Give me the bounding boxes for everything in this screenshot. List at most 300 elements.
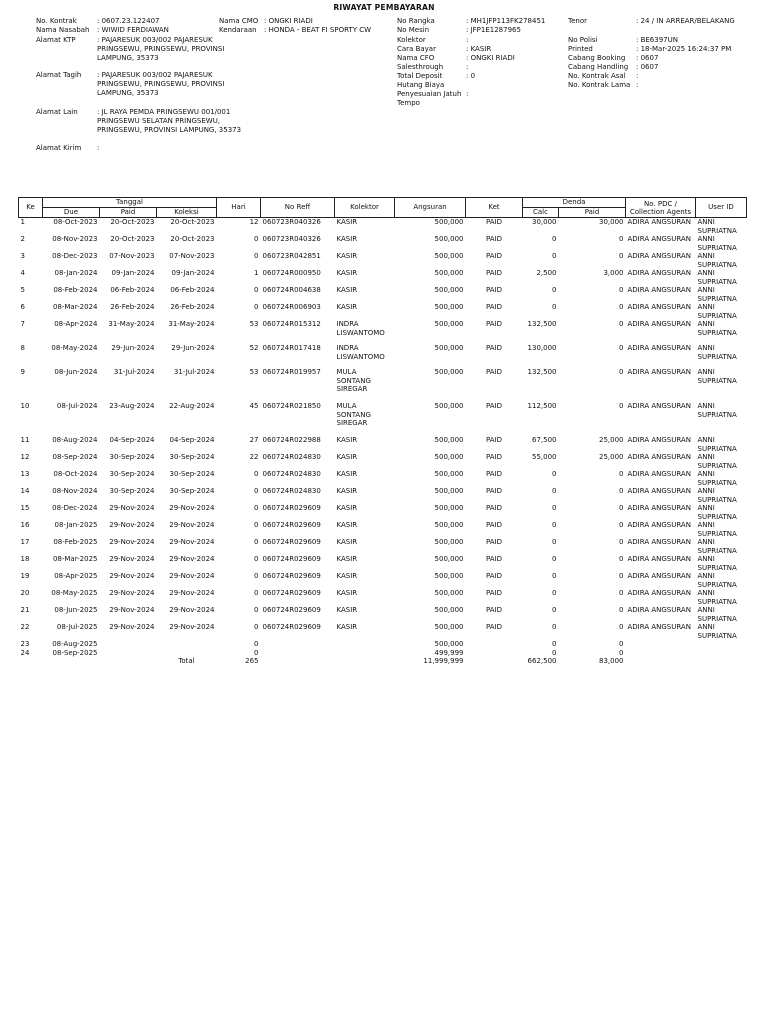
cell-user-id: ANNI SUPRIATNA xyxy=(697,487,737,504)
cell-no-reff: 060724R029609 xyxy=(262,606,321,614)
cell-due: 08-Feb-2024 xyxy=(53,286,98,294)
cell-kolektor: MULA SONTANG SIREGAR xyxy=(336,402,371,427)
no-mesin-label: No Mesin xyxy=(397,26,430,34)
cell-ket: PAID xyxy=(485,402,503,410)
cell-agent: ADIRA ANGSURAN xyxy=(627,538,691,546)
cell-paid: 20-Oct-2023 xyxy=(110,235,155,243)
cell-empty xyxy=(466,657,523,666)
cell-calc: 0 xyxy=(552,555,557,563)
cell-hari: 0 xyxy=(254,235,259,243)
cell-agent: ADIRA ANGSURAN xyxy=(627,623,691,631)
cell-koleksi: 29-Nov-2024 xyxy=(169,606,215,614)
cell-angsuran: 500,000 xyxy=(434,487,464,495)
cell-ket: PAID xyxy=(485,606,503,614)
cell-ket: PAID xyxy=(485,555,503,563)
cell-denda-paid: 0 xyxy=(619,368,624,376)
cell-calc: 30,000 xyxy=(532,218,557,226)
cell-calc: 0 xyxy=(552,286,557,294)
col-calc: Calc xyxy=(523,208,559,218)
cell-ke: 10 xyxy=(20,402,30,410)
cell-ke: 8 xyxy=(20,344,25,352)
table-row xyxy=(19,436,747,453)
alamat-ktp-label: Alamat KTP xyxy=(36,36,76,44)
cell-empty xyxy=(100,657,157,666)
cell-paid: 29-Nov-2024 xyxy=(109,521,155,529)
cell-angsuran: 500,000 xyxy=(434,470,464,478)
cell-user-id: ANNI SUPRIATNA xyxy=(697,504,737,521)
cell-user-id: ANNI SUPRIATNA xyxy=(697,453,737,470)
cell-no-reff xyxy=(261,640,335,649)
table-row xyxy=(19,555,747,572)
cell-calc: 0 xyxy=(552,235,557,243)
cell-ke: 17 xyxy=(20,538,30,546)
no-kontrak-lama-label: No. Kontrak Lama xyxy=(568,81,631,89)
cell-calc: 130,000 xyxy=(527,344,557,352)
cell-empty xyxy=(696,657,747,666)
table-row xyxy=(19,487,747,504)
cell-calc: 0 xyxy=(552,470,557,478)
cell-due: 08-May-2024 xyxy=(51,344,98,352)
cell-no-reff: 060724R021850 xyxy=(262,402,321,410)
no-kontrak-lama-value: : xyxy=(636,81,639,89)
cell-due: 08-Mar-2024 xyxy=(52,303,98,311)
cell-ket: PAID xyxy=(485,368,503,376)
cell-kolektor: KASIR xyxy=(336,252,358,260)
table-row xyxy=(19,320,747,344)
cell-paid: 29-Nov-2024 xyxy=(109,555,155,563)
cell-denda-paid: 0 xyxy=(619,286,624,294)
table-row xyxy=(19,504,747,521)
cell-hari: 0 xyxy=(254,252,259,260)
total-hari: 265 xyxy=(245,657,259,665)
cell-hari: 53 xyxy=(249,320,259,328)
cell-user-id: ANNI SUPRIATNA xyxy=(697,538,737,555)
col-hari: Hari xyxy=(217,198,261,218)
nama-nasabah-label: Nama Nasabah xyxy=(36,26,90,34)
cell-agent: ADIRA ANGSURAN xyxy=(627,235,691,243)
cell-due: 08-Aug-2025 xyxy=(52,640,98,648)
tenor-value: : 24 / IN ARREAR/BELAKANG xyxy=(636,17,735,25)
cell-ke: 12 xyxy=(20,453,30,461)
no-kontrak-label: No. Kontrak xyxy=(36,17,77,25)
cell-angsuran: 500,000 xyxy=(434,303,464,311)
nama-cfo-label: Nama CFO xyxy=(397,54,435,62)
cell-denda-paid: 0 xyxy=(619,640,624,648)
cell-ket: PAID xyxy=(485,252,503,260)
cell-koleksi: 29-Nov-2024 xyxy=(169,555,215,563)
cell-angsuran: 500,000 xyxy=(434,589,464,597)
cell-paid: 26-Feb-2024 xyxy=(110,303,155,311)
cell-agent xyxy=(626,649,696,658)
kendaraan-label: Kendaraan xyxy=(219,26,257,34)
cell-angsuran: 500,000 xyxy=(434,572,464,580)
cell-user-id: ANNI SUPRIATNA xyxy=(697,623,737,640)
cell-hari: 0 xyxy=(254,470,259,478)
cell-due: 08-Nov-2023 xyxy=(52,235,98,243)
cell-koleksi: 29-Nov-2024 xyxy=(169,623,215,631)
nama-cfo-value: : ONGKI RIADI xyxy=(466,54,515,62)
cell-agent: ADIRA ANGSURAN xyxy=(627,402,691,410)
cell-due: 08-Sep-2025 xyxy=(52,648,98,657)
cell-due: 08-Feb-2025 xyxy=(53,538,98,546)
cell-koleksi: 29-Jun-2024 xyxy=(171,344,215,352)
cell-no-reff: 060724R029609 xyxy=(262,589,321,597)
cell-denda-paid: 25,000 xyxy=(599,453,624,461)
table-row xyxy=(19,252,747,269)
cell-ket: PAID xyxy=(485,286,503,294)
cell-agent: ADIRA ANGSURAN xyxy=(627,453,691,461)
cell-empty xyxy=(19,657,43,666)
cell-empty xyxy=(626,657,696,666)
kolektor-label: Kolektor xyxy=(397,36,426,44)
cell-paid: 07-Nov-2023 xyxy=(109,252,155,260)
cell-no-reff: 060724R029609 xyxy=(262,555,321,563)
cell-denda-paid: 0 xyxy=(619,402,624,410)
cell-no-reff: 060724R029609 xyxy=(262,538,321,546)
cell-no-reff: 060723R040326 xyxy=(262,235,321,243)
cell-empty xyxy=(261,657,335,666)
cell-angsuran: 500,000 xyxy=(434,252,464,260)
cell-user-id: ANNI SUPRIATNA xyxy=(697,303,737,320)
cell-denda-paid: 0 xyxy=(619,252,624,260)
cara-bayar-value: : KASIR xyxy=(466,45,492,53)
hutang-biaya-label: Hutang Biaya Penyesuaian Jatuh Tempo xyxy=(397,81,462,107)
cell-due: 08-Aug-2024 xyxy=(52,436,98,444)
cell-ke: 16 xyxy=(20,521,30,529)
cell-denda-paid: 0 xyxy=(619,470,624,478)
cell-calc: 0 xyxy=(552,538,557,546)
cell-no-reff: 060724R024830 xyxy=(262,453,321,461)
cell-agent: ADIRA ANGSURAN xyxy=(627,320,691,328)
cell-no-reff: 060724R029609 xyxy=(262,504,321,512)
cell-calc: 0 xyxy=(552,640,557,648)
cell-no-reff: 060724R024830 xyxy=(262,487,321,495)
cell-due: 08-Dec-2024 xyxy=(52,504,98,512)
cell-no-reff: 060724R022988 xyxy=(262,436,321,444)
cell-calc: 67,500 xyxy=(532,436,557,444)
cell-agent: ADIRA ANGSURAN xyxy=(627,252,691,260)
cell-ke: 22 xyxy=(20,623,30,631)
cell-calc: 112,500 xyxy=(527,402,557,410)
alamat-tagih-value: : PAJARESUK 003/002 PAJARESUK PRINGSEWU, PRINGSEWU, PROVINSI LAMPUNG, 35373 xyxy=(97,71,225,97)
cell-ket: PAID xyxy=(485,589,503,597)
total-deposit-value: : 0 xyxy=(466,72,476,80)
printed-label: Printed xyxy=(568,45,593,53)
cell-ket: PAID xyxy=(485,470,503,478)
cell-hari: 0 xyxy=(254,286,259,294)
cell-kolektor: KASIR xyxy=(336,218,358,226)
cell-ket xyxy=(466,640,523,649)
cabang-handling-value: : 0607 xyxy=(636,63,659,71)
cell-ke: 20 xyxy=(20,589,30,597)
cell-due: 08-Dec-2023 xyxy=(52,252,98,260)
cell-paid: 23-Aug-2024 xyxy=(109,402,155,410)
cell-kolektor: KASIR xyxy=(336,589,358,597)
cell-ket: PAID xyxy=(485,538,503,546)
cell-koleksi: 06-Feb-2024 xyxy=(170,286,215,294)
cell-angsuran: 500,000 xyxy=(434,286,464,294)
table-row xyxy=(19,649,747,658)
nama-nasabah-value: : WIWID FERDIAWAN xyxy=(97,26,169,34)
cell-hari: 0 xyxy=(254,303,259,311)
cell-angsuran: 500,000 xyxy=(434,453,464,461)
cell-ke: 6 xyxy=(20,303,25,311)
cell-ket: PAID xyxy=(485,487,503,495)
cell-paid: 20-Oct-2023 xyxy=(110,218,155,226)
cell-koleksi: 07-Nov-2023 xyxy=(169,252,215,260)
cell-hari: 0 xyxy=(254,572,259,580)
cell-ke: 4 xyxy=(20,269,25,277)
cell-ket: PAID xyxy=(485,623,503,631)
col-kolektor: Kolektor xyxy=(335,198,395,218)
cell-user-id: ANNI SUPRIATNA xyxy=(697,606,737,623)
cell-hari: 12 xyxy=(249,218,259,226)
cell-denda-paid: 0 xyxy=(619,344,624,352)
cell-kolektor: KASIR xyxy=(336,538,358,546)
cell-user-id: ANNI SUPRIATNA xyxy=(697,269,737,286)
cell-ke: 15 xyxy=(20,504,30,512)
cell-agent: ADIRA ANGSURAN xyxy=(627,487,691,495)
cell-kolektor: KASIR xyxy=(336,470,358,478)
cell-paid: 30-Sep-2024 xyxy=(109,470,155,478)
col-ke: Ke xyxy=(19,198,43,218)
cell-ket: PAID xyxy=(485,504,503,512)
col-denda: Denda xyxy=(523,198,626,208)
cell-due: 08-Oct-2023 xyxy=(53,218,98,226)
table-row xyxy=(19,589,747,606)
cell-kolektor: KASIR xyxy=(336,606,358,614)
cell-no-reff: 060723R042851 xyxy=(262,252,321,260)
cell-user-id: ANNI SUPRIATNA xyxy=(697,470,737,487)
no-kontrak-value: : 0607.23.122407 xyxy=(97,17,160,25)
cell-ke: 7 xyxy=(20,320,25,328)
cell-koleksi: 22-Aug-2024 xyxy=(169,402,215,410)
cell-denda-paid: 0 xyxy=(619,572,624,580)
cell-koleksi xyxy=(157,640,217,649)
cell-calc: 132,500 xyxy=(527,320,557,328)
total-denda-paid: 83,000 xyxy=(599,657,624,665)
cell-no-reff: 060724R029609 xyxy=(262,623,321,631)
total-calc: 662,500 xyxy=(527,657,557,665)
payment-history-table xyxy=(18,197,747,666)
cell-paid: 29-Nov-2024 xyxy=(109,589,155,597)
cell-kolektor: KASIR xyxy=(336,572,358,580)
cell-denda-paid: 0 xyxy=(619,235,624,243)
cell-paid: 29-Jun-2024 xyxy=(111,344,155,352)
table-row xyxy=(19,606,747,623)
cell-kolektor: KASIR xyxy=(336,453,358,461)
cell-no-reff: 060724R015312 xyxy=(262,320,321,328)
cell-ke: 9 xyxy=(20,368,25,376)
cell-ke: 13 xyxy=(20,470,30,478)
cell-user-id: ANNI SUPRIATNA xyxy=(697,521,737,538)
cell-kolektor: KASIR xyxy=(336,555,358,563)
cell-koleksi: 20-Oct-2023 xyxy=(170,235,215,243)
cell-kolektor xyxy=(335,640,395,649)
cell-denda-paid: 0 xyxy=(619,623,624,631)
page-title: RIWAYAT PEMBAYARAN xyxy=(333,3,435,12)
cell-agent: ADIRA ANGSURAN xyxy=(627,286,691,294)
cell-kolektor: INDRA LISWANTOMO xyxy=(336,320,385,337)
cell-paid: 09-Jan-2024 xyxy=(111,269,155,277)
cell-hari: 0 xyxy=(254,589,259,597)
cell-hari: 0 xyxy=(254,487,259,495)
cell-calc: 0 xyxy=(552,606,557,614)
no-polisi-value: : BE6397UN xyxy=(636,36,678,44)
table-row xyxy=(19,640,747,649)
cell-denda-paid: 30,000 xyxy=(599,218,624,226)
total-angsuran: 11,999,999 xyxy=(423,657,464,665)
cell-no-reff: 060724R024830 xyxy=(262,470,321,478)
cell-ket xyxy=(466,649,523,658)
cell-ke: 3 xyxy=(20,252,25,260)
cell-denda-paid: 0 xyxy=(619,555,624,563)
cell-koleksi: 30-Sep-2024 xyxy=(169,453,215,461)
cell-calc: 55,000 xyxy=(532,453,557,461)
cell-ke: 2 xyxy=(20,235,25,243)
table-row xyxy=(19,572,747,589)
cell-paid: 04-Sep-2024 xyxy=(109,436,155,444)
col-angsuran: Angsuran xyxy=(395,198,466,218)
cell-due: 08-Mar-2025 xyxy=(52,555,98,563)
cell-hari: 52 xyxy=(249,344,259,352)
cell-hari: 27 xyxy=(249,436,259,444)
cell-koleksi: 09-Jan-2024 xyxy=(171,269,215,277)
cell-koleksi: 26-Feb-2024 xyxy=(170,303,215,311)
cell-due: 08-Nov-2024 xyxy=(52,487,98,495)
table-row xyxy=(19,453,747,470)
cell-user-id: ANNI SUPRIATNA xyxy=(697,572,737,589)
cell-hari: 0 xyxy=(254,555,259,563)
cell-due: 08-Jun-2024 xyxy=(54,368,98,376)
table-row xyxy=(19,538,747,555)
cell-no-reff: 060724R006903 xyxy=(262,303,321,311)
cabang-handling-label: Cabang Handling xyxy=(568,63,629,71)
cell-due: 08-May-2025 xyxy=(51,589,98,597)
cell-kolektor: KASIR xyxy=(336,303,358,311)
cell-hari: 1 xyxy=(254,269,259,277)
no-kontrak-asal-label: No. Kontrak Asal xyxy=(568,72,626,80)
cell-koleksi: 29-Nov-2024 xyxy=(169,572,215,580)
cell-angsuran: 500,000 xyxy=(434,504,464,512)
cell-calc: 0 xyxy=(552,303,557,311)
cell-denda-paid: 0 xyxy=(619,606,624,614)
cell-angsuran: 500,000 xyxy=(434,320,464,328)
cell-agent: ADIRA ANGSURAN xyxy=(627,368,691,376)
cell-koleksi: 30-Sep-2024 xyxy=(169,487,215,495)
cell-denda-paid: 25,000 xyxy=(599,436,624,444)
cell-angsuran: 500,000 xyxy=(434,606,464,614)
cell-agent: ADIRA ANGSURAN xyxy=(627,269,691,277)
alamat-tagih-label: Alamat Tagih xyxy=(36,71,82,79)
cell-no-reff: 060724R029609 xyxy=(262,521,321,529)
cell-angsuran: 500,000 xyxy=(434,521,464,529)
table-row xyxy=(19,303,747,320)
table-row xyxy=(19,470,747,487)
cell-user-id xyxy=(696,640,747,649)
cell-due: 08-Apr-2025 xyxy=(54,572,98,580)
printed-value: : 18-Mar-2025 16:24:37 PM xyxy=(636,45,732,53)
cell-user-id: ANNI SUPRIATNA xyxy=(697,344,737,361)
cell-due: 08-Jan-2024 xyxy=(54,269,98,277)
salesthrough-label: Salesthrough xyxy=(397,63,444,71)
alamat-lain-value: : JL RAYA PEMDA PRINGSEWU 001/001 PRINGSEWU SELATAN PRINGSEWU, PRINGSEWU, PROVINSI LAMPUNG, 35373 xyxy=(97,108,242,134)
cell-no-reff: 060723R040326 xyxy=(262,218,321,226)
cell-kolektor: KASIR xyxy=(336,235,358,243)
cell-kolektor: KASIR xyxy=(336,487,358,495)
cell-denda-paid: 0 xyxy=(619,521,624,529)
cell-calc: 0 xyxy=(552,589,557,597)
no-rangka-label: No Rangka xyxy=(397,17,435,25)
cell-ket: PAID xyxy=(485,235,503,243)
cell-kolektor: MULA SONTANG SIREGAR xyxy=(336,368,371,393)
col-no-reff: No Reff xyxy=(261,198,335,218)
alamat-kirim-value: : xyxy=(97,144,100,152)
cell-no-reff: 060724R019957 xyxy=(262,368,321,376)
cell-paid: 31-Jul-2024 xyxy=(113,368,155,376)
cell-kolektor: INDRA LISWANTOMO xyxy=(336,344,385,361)
cell-due: 08-Jun-2025 xyxy=(54,606,98,614)
cell-ket: PAID xyxy=(485,572,503,580)
cell-calc: 0 xyxy=(552,648,557,657)
cell-due: 08-Jan-2025 xyxy=(54,521,98,529)
nama-cmo-label: Nama CMO xyxy=(219,17,259,25)
cell-user-id: ANNI SUPRIATNA xyxy=(697,368,737,385)
no-polisi-label: No Polisi xyxy=(568,36,598,44)
cell-paid: 29-Nov-2024 xyxy=(109,538,155,546)
cell-user-id: ANNI SUPRIATNA xyxy=(697,589,737,606)
cell-paid: 29-Nov-2024 xyxy=(109,623,155,631)
cell-denda-paid: 0 xyxy=(619,303,624,311)
cell-empty xyxy=(335,657,395,666)
total-row xyxy=(19,657,747,666)
cell-kolektor: KASIR xyxy=(336,269,358,277)
cell-agent: ADIRA ANGSURAN xyxy=(627,555,691,563)
cell-ke: 24 xyxy=(20,648,30,657)
cell-user-id: ANNI SUPRIATNA xyxy=(697,555,737,572)
cell-koleksi: 31-Jul-2024 xyxy=(173,368,215,376)
no-rangka-value: : MH1JFP113FK278451 xyxy=(466,17,546,25)
cell-paid: 06-Feb-2024 xyxy=(110,286,155,294)
cell-angsuran: 500,000 xyxy=(434,235,464,243)
cell-ket: PAID xyxy=(485,453,503,461)
kolektor-value: : xyxy=(466,36,469,44)
cell-agent: ADIRA ANGSURAN xyxy=(627,572,691,580)
cell-hari: 0 xyxy=(254,623,259,631)
cell-paid xyxy=(100,649,157,658)
alamat-ktp-value: : PAJARESUK 003/002 PAJARESUK PRINGSEWU, PRINGSEWU, PROVINSI LAMPUNG, 35373 xyxy=(97,36,225,62)
cell-calc: 0 xyxy=(552,623,557,631)
cell-hari: 0 xyxy=(254,606,259,614)
cell-agent: ADIRA ANGSURAN xyxy=(627,218,691,226)
cell-ke: 1 xyxy=(20,218,25,226)
alamat-kirim-label: Alamat Kirim xyxy=(36,144,82,152)
cell-denda-paid: 0 xyxy=(619,504,624,512)
cell-ke: 5 xyxy=(20,286,25,294)
cell-angsuran: 500,000 xyxy=(434,368,464,376)
cell-koleksi: 31-May-2024 xyxy=(168,320,215,328)
cell-kolektor xyxy=(335,649,395,658)
cell-due: 08-Jul-2025 xyxy=(56,623,98,631)
cell-calc: 0 xyxy=(552,252,557,260)
col-paid: Paid xyxy=(100,208,157,218)
table-row xyxy=(19,521,747,538)
total-deposit-label: Total Deposit xyxy=(397,72,443,80)
cell-agent xyxy=(626,640,696,649)
cell-agent: ADIRA ANGSURAN xyxy=(627,470,691,478)
col-denda-paid: Paid xyxy=(559,208,626,218)
cell-denda-paid: 0 xyxy=(619,487,624,495)
